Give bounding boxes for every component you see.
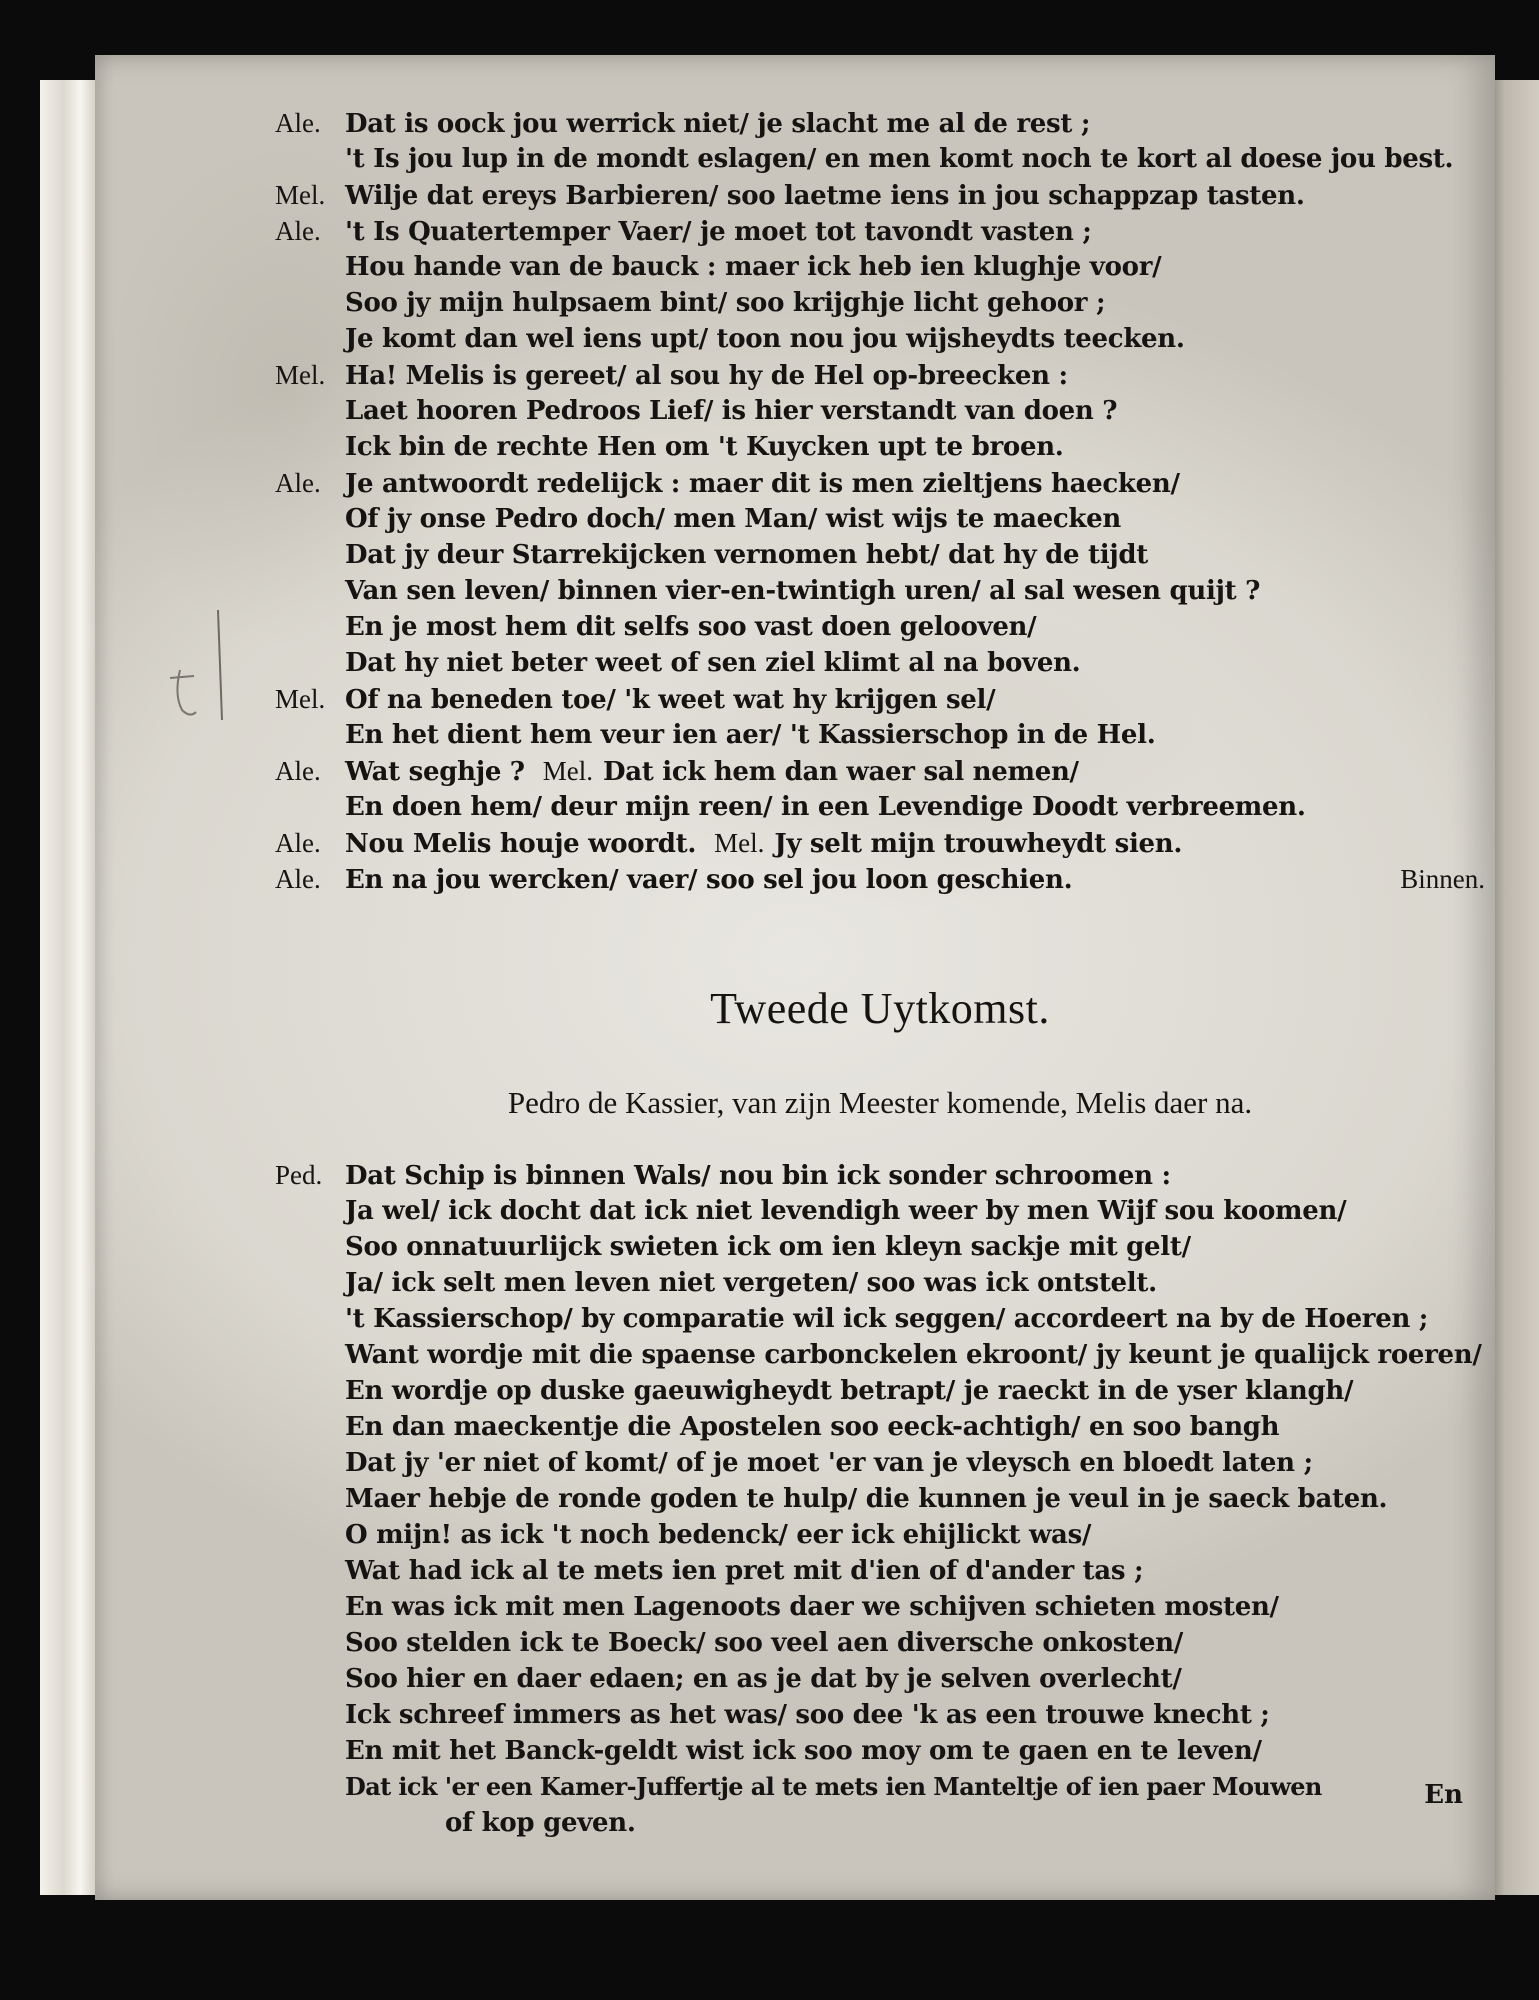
- verse-line: [275, 753, 1485, 789]
- verse-line: [275, 501, 1485, 537]
- verse-line: [275, 1733, 1485, 1769]
- verse-line: [275, 1193, 1485, 1229]
- verse-text: Dat ick hem dan waer sal nemen/: [603, 757, 1079, 787]
- verse-line: [275, 681, 1485, 717]
- verse-text: En was ick mit men Lagenoots daer we schijven schieten mosten/: [345, 1592, 1279, 1622]
- scene-two: [275, 1157, 1485, 1841]
- verse-text: Soo onnatuurlijck swieten ick om ien kleyn sackje mit gelt/: [345, 1232, 1191, 1262]
- verse-line: [275, 429, 1485, 465]
- verse-line: [275, 609, 1485, 645]
- verse-line: [275, 717, 1485, 753]
- verse-text: En doen hem/ deur mijn reen/ in een Levendige Doodt verbreemen.: [345, 792, 1306, 822]
- verse-line: [275, 393, 1485, 429]
- speaker-label: Ped.: [275, 1160, 323, 1190]
- verse-line: [275, 1301, 1485, 1337]
- verse-line: [275, 105, 1485, 141]
- verse-line: [275, 213, 1485, 249]
- verse-line: [275, 1373, 1485, 1409]
- verse-line: [275, 1337, 1485, 1373]
- verse-text: Maer hebje de ronde goden te hulp/ die kunnen je veul in je saeck baten.: [345, 1484, 1388, 1514]
- verse-text: Ja/ ick selt men leven niet vergeten/ soo was ick ontstelt.: [345, 1268, 1157, 1298]
- scene-heading: Tweede Uytkomst.: [710, 984, 1050, 1033]
- verse-line: [275, 1409, 1485, 1445]
- speaker-label: Ale.: [275, 756, 321, 786]
- speaker-label: Mel.: [542, 756, 593, 786]
- verse-text: Wilje dat ereys Barbieren/ soo laetme iens in jou schappzap tasten.: [345, 181, 1305, 211]
- verse-line: [275, 321, 1485, 357]
- verse-text: Dat is oock jou werrick niet/ je slacht me al de rest ;: [345, 109, 1091, 139]
- book-page: [95, 55, 1495, 1900]
- verse-line: [275, 573, 1485, 609]
- verse-line: [275, 1697, 1485, 1733]
- verse-text: En mit het Banck-geldt wist ick soo moy om te gaen en te leven/: [345, 1736, 1262, 1766]
- speaker-label: Ale.: [275, 468, 321, 498]
- verse-text: Je antwoordt redelijck : maer dit is men zieltjens haecken/: [345, 469, 1180, 499]
- verse-text: Dat jy 'er niet of komt/ of je moet 'er van je vleysch en bloedt laten ;: [345, 1448, 1313, 1478]
- verse-line: [275, 1445, 1485, 1481]
- speaker-label: Ale.: [275, 216, 321, 246]
- verse-text: En je most hem dit selfs soo vast doen gelooven/: [345, 612, 1037, 642]
- verse-line: [275, 1517, 1485, 1553]
- verse-text: 't Kassierschop/ by comparatie wil ick seggen/ accordeert na by de Hoeren ;: [345, 1304, 1429, 1334]
- verse-line: [275, 1625, 1485, 1661]
- verse-text: 't Is jou lup in de mondt eslagen/ en men komt noch te kort al doese jou best.: [345, 144, 1454, 174]
- verse-text: Soo jy mijn hulpsaem bint/ soo krijghje licht gehoor ;: [345, 288, 1106, 318]
- verse-line: [275, 465, 1485, 501]
- verse-line: [275, 861, 1485, 897]
- verse-line: [275, 1805, 1485, 1841]
- verse-line: [275, 1553, 1485, 1589]
- verse-text: Jy selt mijn trouwheydt sien.: [774, 829, 1183, 859]
- facing-page-edge: [1490, 80, 1539, 1895]
- verse-text: Ick bin de rechte Hen om 't Kuycken upt te broen.: [345, 432, 1064, 462]
- pencil-mark-icon: [160, 600, 240, 740]
- verse-text: En het dient hem veur ien aer/ 't Kassierschop in de Hel.: [345, 720, 1156, 750]
- verse-line: [275, 1589, 1485, 1625]
- verse-text: Dat hy niet beter weet of sen ziel klimt al na boven.: [345, 648, 1081, 678]
- speaker-label: Ale.: [275, 108, 321, 138]
- verse-line: [275, 1481, 1485, 1517]
- verse-text: Of na beneden toe/ 'k weet wat hy krijgen sel/: [345, 685, 996, 715]
- scene-one: [275, 105, 1485, 897]
- catchword: En: [1424, 1780, 1463, 1810]
- speaker-label: Mel.: [275, 684, 326, 714]
- verse-line: [275, 285, 1485, 321]
- verse-text: Dat jy deur Starrekijcken vernomen hebt/ dat hy de tijdt: [345, 540, 1149, 570]
- scene-subheading: Pedro de Kassier, van zijn Meester komende, Melis daer na.: [507, 1085, 1253, 1120]
- verse-text: Wat seghje ?: [345, 757, 525, 787]
- speaker-label: Mel.: [275, 180, 326, 210]
- verse-text: 't Is Quatertemper Vaer/ je moet tot tavondt vasten ;: [345, 217, 1092, 247]
- text-block: [275, 105, 1485, 1838]
- speaker-label: Ale.: [275, 864, 321, 894]
- verse-line: [275, 177, 1485, 213]
- verse-line: [275, 1769, 1485, 1805]
- verse-line: [275, 1265, 1485, 1301]
- speaker-label: Mel.: [714, 828, 765, 858]
- speaker-label: Mel.: [275, 360, 326, 390]
- verse-text: Ja wel/ ick docht dat ick niet levendigh weer by men Wijf sou koomen/: [345, 1196, 1347, 1226]
- verse-text: Ick schreef immers as het was/ soo dee 'k as een trouwe knecht ;: [345, 1700, 1270, 1730]
- verse-line: [275, 645, 1485, 681]
- verse-line: [275, 1661, 1485, 1697]
- verse-text: Laet hooren Pedroos Lief/ is hier verstandt van doen ?: [345, 396, 1118, 426]
- verse-text: Hou hande van de bauck : maer ick heb ien klughje voor/: [345, 252, 1162, 282]
- verse-line: [275, 537, 1485, 573]
- verse-text: Soo stelden ick te Boeck/ soo veel aen diversche onkosten/: [345, 1628, 1183, 1658]
- verse-text: Nou Melis houje woordt.: [345, 829, 697, 859]
- verse-text: Soo hier en daer edaen; en as je dat by je selven overlecht/: [345, 1664, 1182, 1694]
- verse-line: [275, 357, 1485, 393]
- verse-text: Ha! Melis is gereet/ al sou hy de Hel op-breecken :: [345, 361, 1068, 391]
- verse-text: Je komt dan wel iens upt/ toon nou jou wijsheydts teecken.: [345, 324, 1185, 354]
- verse-text: Wat had ick al te mets ien pret mit d'ien of d'ander tas ;: [345, 1556, 1144, 1586]
- page-block-edge: [40, 80, 98, 1895]
- verse-line: [275, 1229, 1485, 1265]
- verse-text: Of jy onse Pedro doch/ men Man/ wist wijs te maecken: [345, 504, 1121, 534]
- verse-text: Dat ick 'er een Kamer-Juffertje al te mets ien Manteltje of ien paer Mouwen: [345, 1772, 1322, 1801]
- verse-text: En na jou wercken/ vaer/ soo sel jou loon geschien.: [345, 865, 1073, 895]
- verse-text: En dan maeckentje die Apostelen soo eeck-achtigh/ en soo bangh: [345, 1412, 1280, 1442]
- verse-line: [275, 1157, 1485, 1193]
- verse-text: En wordje op duske gaeuwigheydt betrapt/ je raeckt in de yser klangh/: [345, 1376, 1354, 1406]
- verse-text: O mijn! as ick 't noch bedenck/ eer ick ehijlickt was/: [345, 1520, 1092, 1550]
- verse-text: of kop geven.: [445, 1808, 636, 1838]
- speaker-label: Ale.: [275, 828, 321, 858]
- verse-text: Van sen leven/ binnen vier-en-twintigh uren/ al sal wesen quijt ?: [345, 576, 1261, 606]
- verse-line: [275, 249, 1485, 285]
- stage-direction: Binnen.: [1400, 864, 1485, 894]
- verse-line: [275, 789, 1485, 825]
- verse-text: Dat Schip is binnen Wals/ nou bin ick sonder schroomen :: [345, 1161, 1171, 1191]
- verse-line: [275, 141, 1485, 177]
- verse-text: Want wordje mit die spaense carbonckelen ekroont/ jy keunt je qualijck roeren/: [345, 1340, 1482, 1370]
- verse-line: [275, 825, 1485, 861]
